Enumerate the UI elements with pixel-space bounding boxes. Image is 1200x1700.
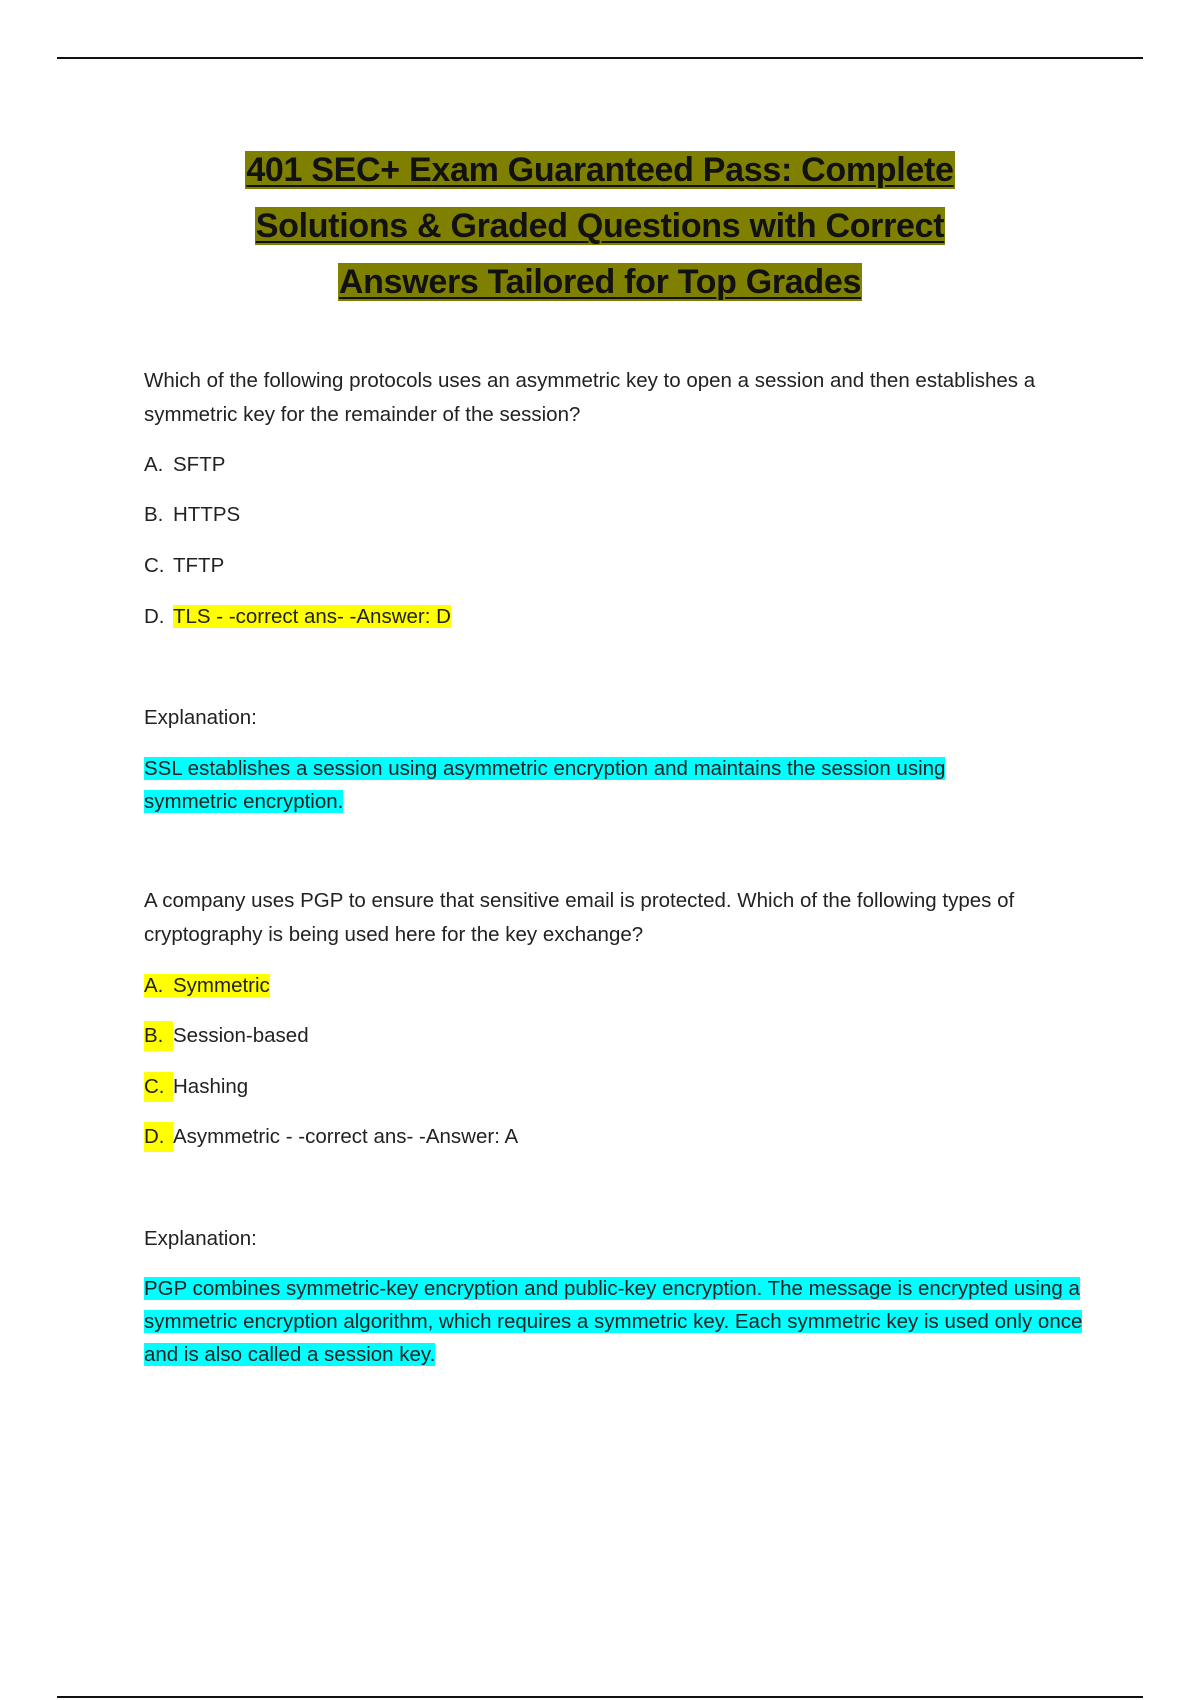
bottom-rule bbox=[57, 1696, 1143, 1698]
option-letter: A. bbox=[144, 974, 164, 997]
option-letter: D. bbox=[144, 1122, 173, 1152]
question-2-text: A company uses PGP to ensure that sensitive email is protected. Which of the following types of cryptography is being used here for the key exchange? bbox=[144, 889, 1015, 946]
option-letter: B. bbox=[144, 1021, 173, 1051]
option-text: Symmetric bbox=[173, 974, 270, 997]
question-2-option-a bbox=[144, 971, 270, 1001]
question-2-option-c bbox=[144, 1072, 248, 1102]
question-2-option-b bbox=[144, 1021, 309, 1051]
question-2-option-d bbox=[144, 1122, 518, 1152]
option-letter: B. bbox=[144, 503, 164, 526]
question-1-explanation bbox=[144, 752, 1004, 818]
option-letter: C. bbox=[144, 1072, 173, 1102]
option-text: Asymmetric - -correct ans- -Answer: A bbox=[173, 1125, 519, 1148]
question-2 bbox=[144, 884, 1094, 952]
top-rule bbox=[57, 57, 1143, 59]
option-text: HTTPS bbox=[173, 503, 241, 526]
question-1-option-d bbox=[144, 602, 451, 632]
option-letter: A. bbox=[144, 453, 164, 476]
highlighted-option bbox=[144, 974, 270, 997]
question-1-option-c bbox=[144, 551, 224, 581]
question-1-option-a bbox=[144, 450, 225, 480]
document-title bbox=[150, 142, 1050, 310]
question-1-explanation-label: Explanation: bbox=[144, 706, 257, 729]
title-line-3: Answers Tailored for Top Grades bbox=[338, 263, 862, 301]
option-text: Hashing bbox=[173, 1075, 249, 1098]
question-2-explanation-label: Explanation: bbox=[144, 1227, 257, 1250]
correct-answer-highlight: TLS - -correct ans- -Answer: D bbox=[173, 605, 451, 628]
option-text: SFTP bbox=[173, 453, 226, 476]
explanation-highlight: SSL establishes a session using asymmetric encryption and maintains the session using symmetric encryption. bbox=[144, 757, 946, 813]
title-line-1: 401 SEC+ Exam Guaranteed Pass: Complete bbox=[246, 151, 954, 189]
question-1-text: Which of the following protocols uses an asymmetric key to open a session and then establishes a symmetric key for the remainder of the session? bbox=[144, 369, 1036, 426]
question-1-option-b bbox=[144, 500, 240, 530]
title-line-2: Solutions & Graded Questions with Correct bbox=[255, 207, 945, 245]
option-text: TFTP bbox=[173, 554, 225, 577]
question-2-explanation bbox=[144, 1272, 1084, 1371]
option-letter: D. bbox=[144, 605, 165, 628]
option-letter: C. bbox=[144, 554, 165, 577]
explanation-highlight: PGP combines symmetric-key encryption and public-key encryption. The message is encrypted using a symmetric encryption algorithm, which requires a symmetric key. Each symmetric key is used only once and is also called a session key. bbox=[144, 1277, 1083, 1366]
question-1 bbox=[144, 364, 1094, 432]
option-text: Session-based bbox=[173, 1024, 309, 1047]
